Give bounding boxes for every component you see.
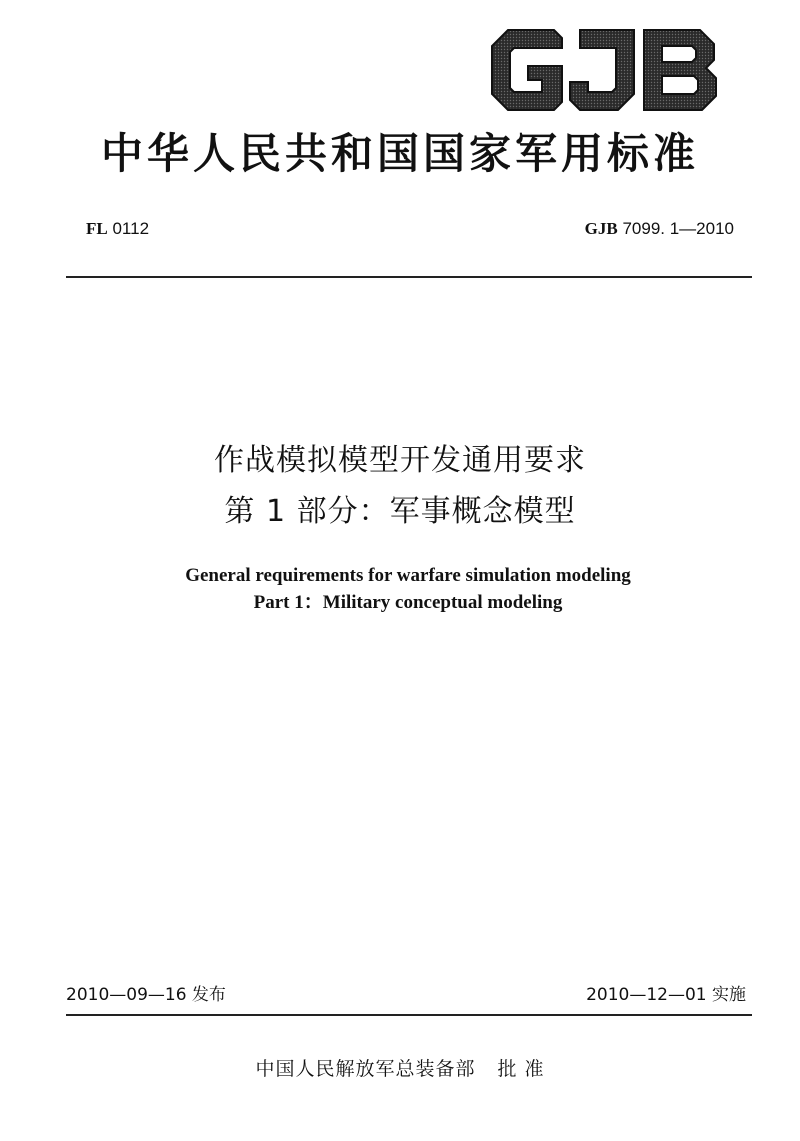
classification-code-number: 0112 [112,219,150,238]
english-title-line-1: General requirements for warfare simulation modeling [185,565,631,586]
authority-action: 批 准 [497,1058,545,1080]
english-title-line-2: Part 1：Military conceptual modeling [253,592,563,613]
standard-number-prefix: GJB [584,219,618,238]
standard-number-value: 7099. 1—2010 [622,219,734,238]
header-divider [66,276,752,278]
classification-code [86,219,149,239]
standard-number [585,219,734,239]
standard-title: 中华人民共和国国家军用标准 [100,129,699,178]
chinese-title-line-2: 第 1 部分：军事概念模型 [224,494,576,529]
footer-divider [66,1014,752,1016]
implementation-date: 2010—12—01 实施 [586,985,746,1005]
chinese-title-line-1: 作战模拟模型开发通用要求 [214,443,586,478]
authority-name: 中国人民解放军总装备部 [255,1058,476,1080]
classification-code-prefix: FL [86,219,108,238]
approval-authority [0,1054,800,1081]
gjb-logo [488,24,720,116]
issue-date: 2010—09—16 发布 [66,985,226,1005]
